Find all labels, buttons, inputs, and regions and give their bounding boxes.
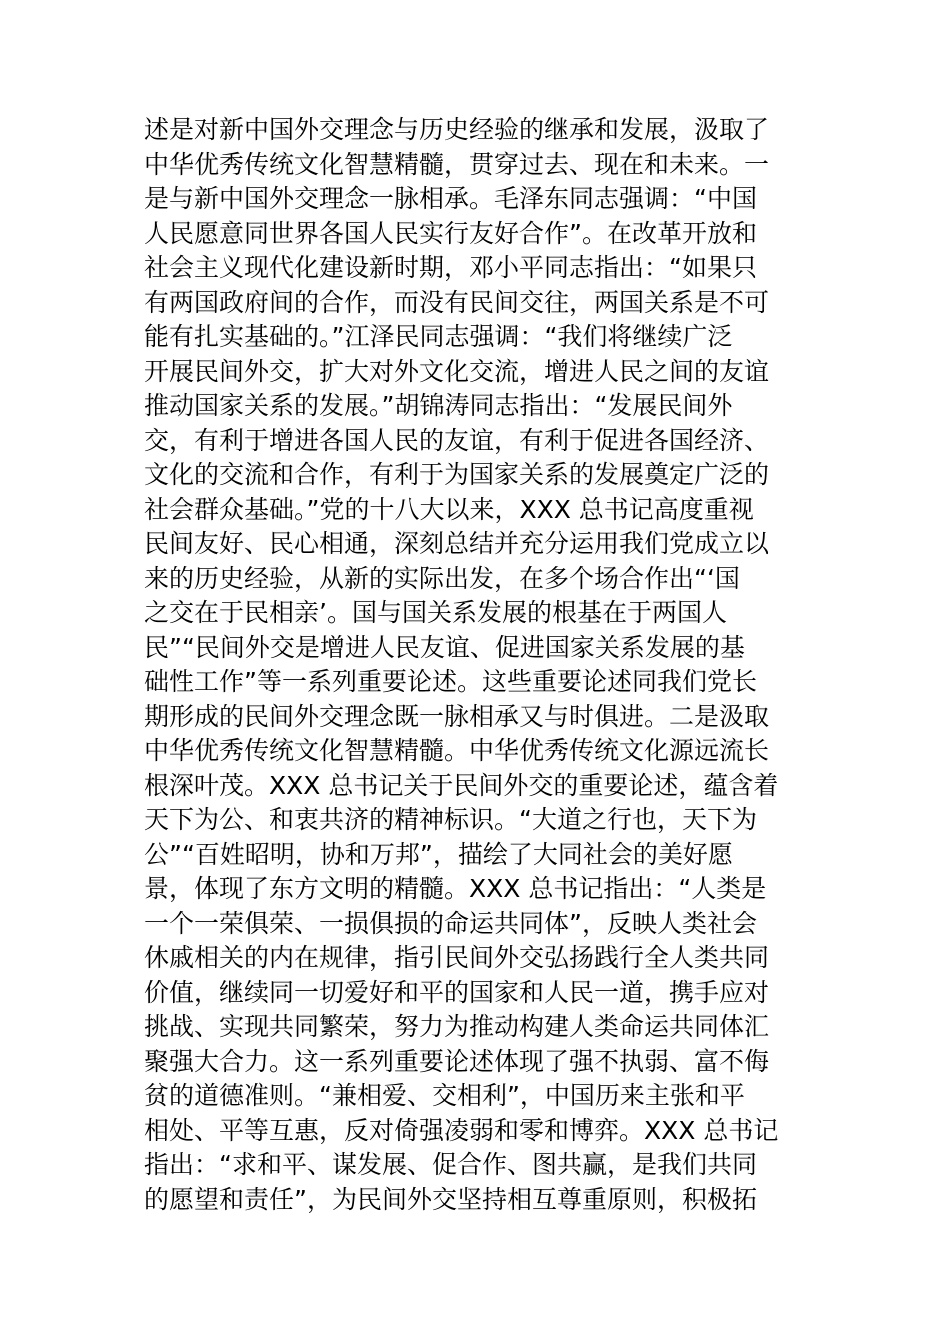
text-line: 推动国家关系的发展。”胡锦涛同志指出：“发展民间外 <box>144 391 733 420</box>
text-line: 交，有利于增进各国人民的友谊，有利于促进各国经济、 <box>144 425 770 455</box>
text-line: 相处、平等互惠，反对倚强凌弱和零和博弈。XXX 总书记 <box>144 1115 779 1145</box>
text-line: 文化的交流和合作，有利于为国家关系的发展奠定广泛的 <box>144 460 770 489</box>
text-line: 根深叶茂。XXX 总书记关于民间外交的重要论述，蕴含着 <box>144 770 779 800</box>
text-line: 的愿望和责任”，为民间外交坚持相互尊重原则，积极拓 <box>144 1184 757 1214</box>
text-line: 有两国政府间的合作，而没有民间交往，两国关系是不可 <box>144 287 770 317</box>
text-line: 指出：“求和平、谋发展、促合作、图共赢，是我们共同 <box>144 1150 757 1179</box>
text-line: 休戚相关的内在规律，指引民间外交弘扬践行全人类共同 <box>144 943 770 972</box>
text-line: 一个一荣俱荣、一损俱损的命运共同体”，反映人类社会 <box>144 908 757 938</box>
text-line: 之交在于民相亲’。国与国关系发展的根基在于两国人 <box>144 598 727 627</box>
text-line: 期形成的民间外交理念既一脉相承又与时俱进。二是汲取 <box>144 701 770 731</box>
text-line: 天下为公、和衷共济的精神标识。“大道之行也，天下为 <box>144 805 757 834</box>
text-line: 挑战、实现共同繁荣，努力为推动构建人类命运共同体汇 <box>144 1012 770 1041</box>
text-line: 贫的道德准则。“兼相爱、交相利”，中国历来主张和平 <box>144 1081 745 1110</box>
text-line: 能有扎实基础的。”江泽民同志强调：“我们将继续广泛 <box>144 322 733 351</box>
body-text <box>144 113 814 1217</box>
text-line: 中华优秀传统文化智慧精髓，贯穿过去、现在和未来。一 <box>144 149 770 179</box>
text-line: 社会主义现代化建设新时期，邓小平同志指出：“如果只 <box>144 253 757 282</box>
text-line: 价值，继续同一切爱好和平的国家和人民一道，携手应对 <box>144 977 770 1007</box>
text-line: 社会群众基础。”党的十八大以来，XXX 总书记高度重视 <box>144 494 754 524</box>
text-line: 景，体现了东方文明的精髓。XXX 总书记指出：“人类是 <box>144 874 767 903</box>
text-line: 述是对新中国外交理念与历史经验的继承和发展，汲取了 <box>144 115 770 144</box>
text-line: 开展民间外交，扩大对外文化交流，增进人民之间的友谊 <box>144 356 770 386</box>
text-line: 是与新中国外交理念一脉相承。毛泽东同志强调：“中国 <box>144 184 757 213</box>
text-line: 公”“百姓昭明，协和万邦”，描绘了大同社会的美好愿 <box>144 839 733 869</box>
text-line: 础性工作”等一系列重要论述。这些重要论述同我们党长 <box>144 667 757 696</box>
text-line: 聚强大合力。这一系列重要论述体现了强不执弱、富不侮 <box>144 1046 770 1076</box>
text-line: 来的历史经验，从新的实际出发，在多个场合作出“‘国 <box>144 563 740 593</box>
text-line: 民”“民间外交是增进人民友谊、促进国家关系发展的基 <box>144 632 745 662</box>
text-line: 中华优秀传统文化智慧精髓。中华优秀传统文化源远流长 <box>144 736 770 765</box>
text-line: 人民愿意同世界各国人民实行友好合作”。在改革开放和 <box>144 218 757 248</box>
text-line: 民间友好、民心相通，深刻总结并充分运用我们党成立以 <box>144 529 770 558</box>
